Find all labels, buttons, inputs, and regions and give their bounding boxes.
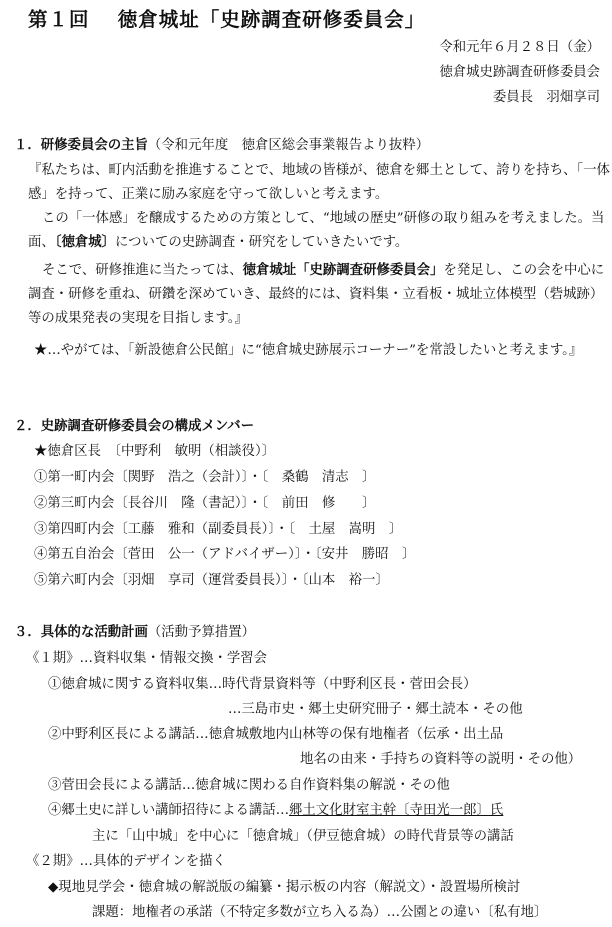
page-title: 第１回 徳倉城址「史跡調査研修委員会」 [28,8,426,31]
section1-paragraph3 [28,259,610,331]
p2-text-a: この「一体感」を醸成するための方策として、“地域の歴史”研修の取り組みを考えました。当面、 [28,211,605,250]
member-row: ⑤第六町内会〔羽畑 享司（運営委員長）〕・〔山本 裕一〕 [34,573,389,588]
section3-heading: ３．具体的な活動計画 [14,625,148,640]
member-row: ★徳倉区長 〔中野利 敏明（相談役）〕 [34,444,276,459]
section2-heading: ２．史跡調査研修委員会の構成メンバー [14,419,255,434]
p2-keyword: 〔徳倉城〕 [54,235,116,250]
chairperson: 委員長 羽畑享司 [492,90,600,105]
section3-heading-sub: （活動予算措置） [147,625,256,640]
date: 令和元年６月２８日（金） [439,40,600,55]
section3-heading-line [14,624,255,642]
plan-item-text: ④郷土史に詳しい講師招待による講話… [48,803,290,818]
plan-item: ②中野利区長による講話…徳倉城敷地内山林等の保有地権者（伝承・出土品 [48,727,504,742]
p3-keyword: 徳倉城址「史跡調査研修委員会」 [242,263,444,278]
plan-item [48,802,503,820]
p3-text-a: そこで、研修推進に当たっては、 [42,263,243,278]
member-row: ③第四町内会〔工藤 雅和（副委員長）〕・〔 土屋 嵩明 〕 [34,522,403,537]
member-row: ①第一町内会〔関野 浩之（会計）〕・〔 桑鶴 清志 〕 [34,470,376,485]
phase1-heading: 《１期》…資料収集・情報交換・学習会 [26,651,268,666]
plan-item: ③菅田会長による講話…徳倉城に関わる自作資料集の解説・その他 [48,778,450,793]
lecturer-name: 郷土文化財室主幹〔寺田光一郎〕氏 [289,803,504,818]
p3-text-c: を発足し、この会を中心に調査・研修を重ね、研鑽を深めていき、最終的には、資料集・立看板・城址立体模型（砦城跡）等の成果発表の実現を目指します。』 [28,263,605,326]
section1-heading-line [14,137,429,155]
plan-item-continued: 課題：地権者の承諾（不特定多数が立ち入る為）…公園との違い〔私有地〕 [92,905,548,920]
plan-item: ①徳倉城に関する資料収集…時代背景資料等（中野利区長・菅田会長） [48,677,477,692]
phase2-heading: 《２期》…具体的デザインを描く [26,854,226,869]
p2-text-c: についての史跡調査・研究をしていきたいです。 [115,235,409,250]
member-row: ②第三町内会〔長谷川 隆（書記）〕・〔 前田 修 〕 [34,496,376,511]
section1-heading: １．研修委員会の主旨 [14,138,148,153]
organization: 徳倉城史跡調査研修委員会 [439,65,600,80]
plan-item-continued: …三島市史・郷土史研究冊子・郷土読本・その他 [228,702,523,717]
plan-item: ◆現地見学会・徳倉城の解説版の編纂・掲示板の内容（解説文）・設置場所検討 [48,880,521,895]
section1-paragraph4: ★…やがては、「新設徳倉公民館」に“徳倉城史跡展示コーナー”を常設したいと考えます。』 [34,343,583,358]
plan-item-continued: 主に「山中城」を中心に「徳倉城」（伊豆徳倉城）の時代背景等の講話 [92,829,514,844]
section1-paragraph1: 『私たちは、町内活動を推進することで、地域の皆様が、徳倉を郷土として、誇りを持ち、「一体感」を持って、正業に励み家庭を守って欲しいと考えます。 [28,163,610,202]
member-row: ④第五自治会〔菅田 公一（アドバイザー）〕・〔安井 勝昭 〕 [34,547,416,562]
section1-paragraph2 [28,207,610,255]
plan-item-continued: 地名の由来・手持ちの資料等の説明・その他） [300,752,582,767]
section1-source: （令和元年度 徳倉区総会事業報告より抜粋） [147,138,430,153]
